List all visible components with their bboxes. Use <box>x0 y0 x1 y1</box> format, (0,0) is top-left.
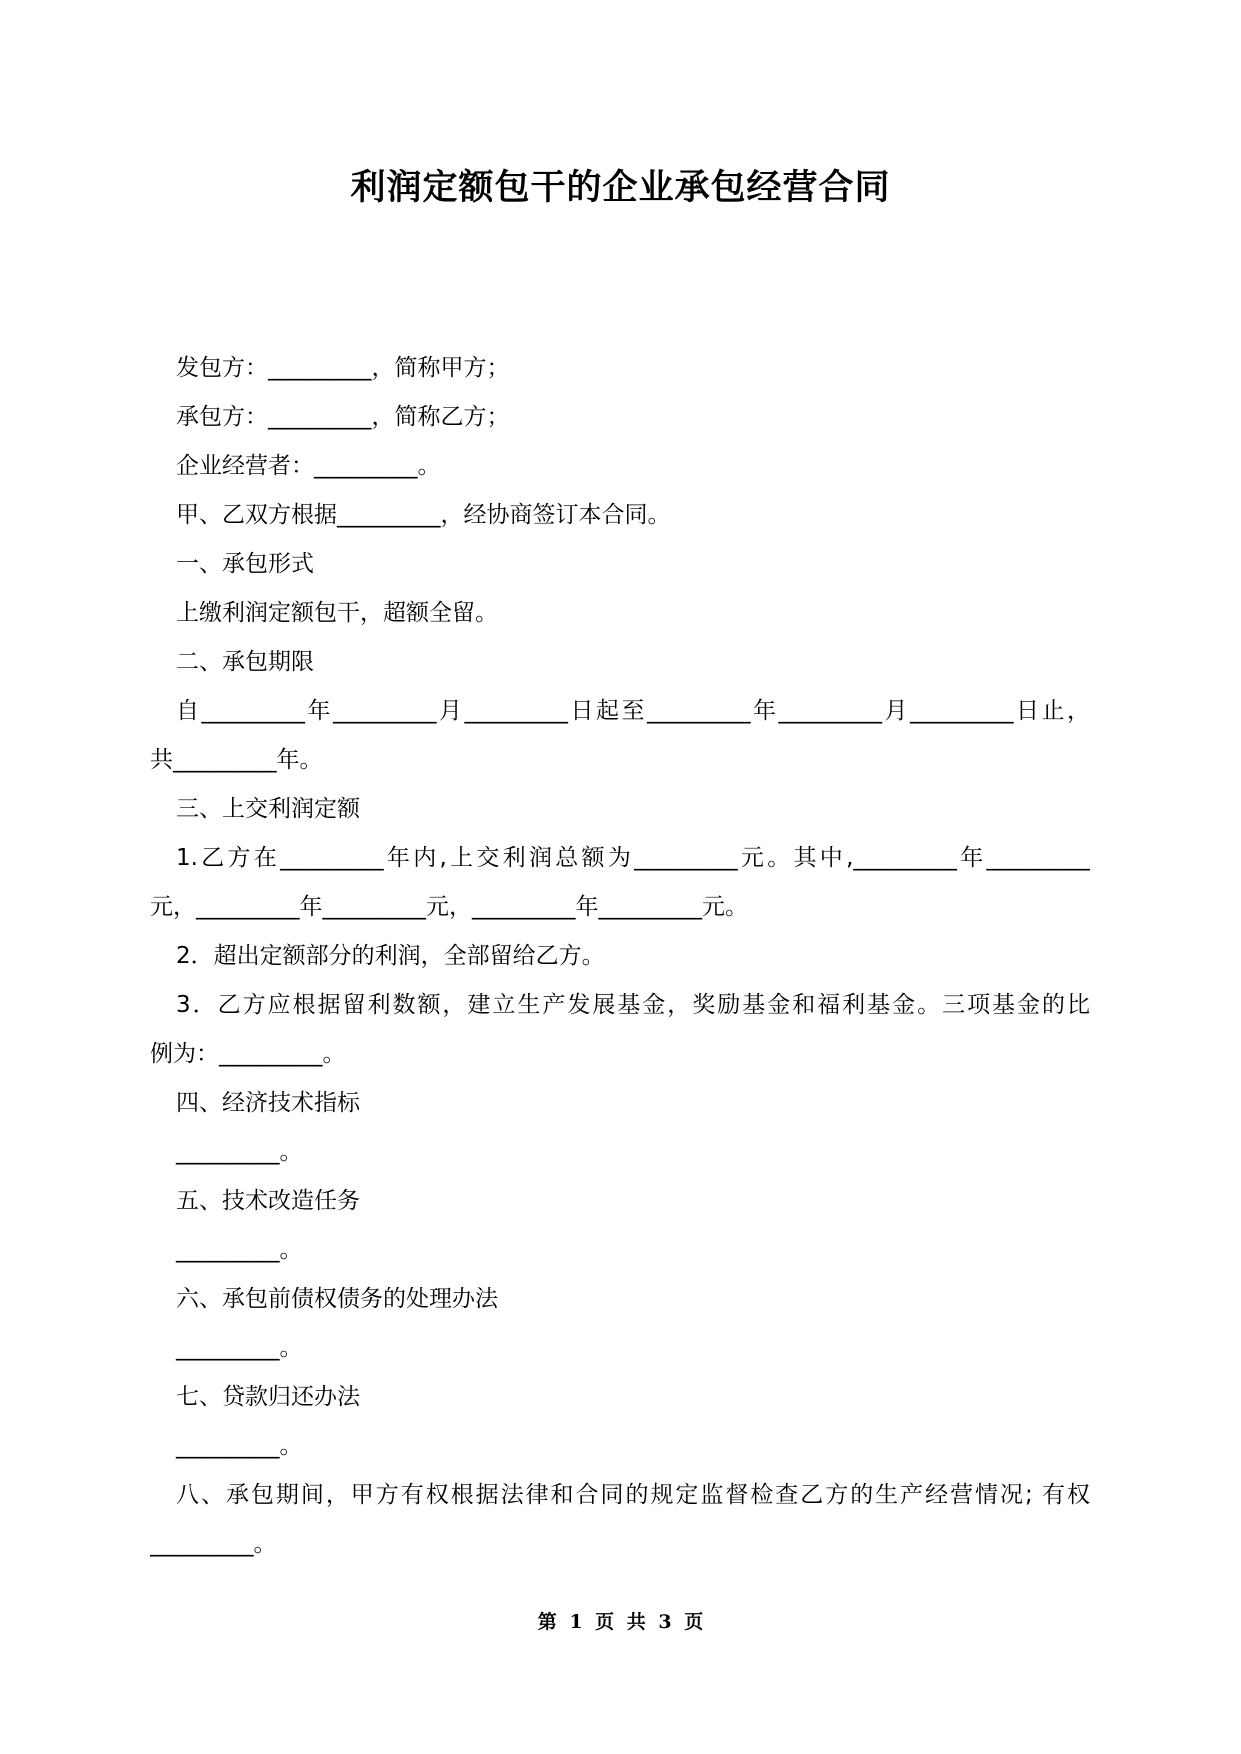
blank-line: _________。 <box>176 1335 303 1361</box>
section-heading-3: 三、上交利润定额 <box>176 796 360 822</box>
clause-line: 元，_________年_________元，_________年_________元。 <box>150 894 748 920</box>
clause-line-operator: 企业经营者：_________。 <box>176 453 441 479</box>
clause-line-party-a: 发包方：_________，简称甲方； <box>176 355 510 381</box>
section-heading-2: 二、承包期限 <box>176 649 314 675</box>
section-heading-1: 一、承包形式 <box>176 551 314 577</box>
clause-line: 上缴利润定额包干，超额全留。 <box>176 600 498 626</box>
clause-line: 例为：_________。 <box>150 1041 346 1067</box>
clause-line: 自_________年_________月_________日起至_________年_________月_________日止， <box>176 698 1090 724</box>
section-heading-8: 八、承包期间，甲方有权根据法律和合同的规定监督检查乙方的生产经营情况; 有权 <box>176 1482 1090 1508</box>
clause-line-basis: 甲、乙双方根据_________，经协商签订本合同。 <box>176 502 671 528</box>
clause-line-party-b: 承包方：_________，简称乙方； <box>176 404 510 430</box>
page-number-footer: 第 1 页 共 3 页 <box>537 1611 704 1633</box>
clause-line: 3．乙方应根据留利数额，建立生产发展基金，奖励基金和福利基金。三项基金的比 <box>176 992 1090 1018</box>
blank-line: _________。 <box>150 1531 277 1557</box>
blank-line: _________。 <box>176 1237 303 1263</box>
clause-line: 2．超出定额部分的利润，全部留给乙方。 <box>176 943 605 969</box>
blank-line: _________。 <box>176 1433 303 1459</box>
blank-line: _________。 <box>176 1139 303 1165</box>
section-heading-7: 七、贷款归还办法 <box>176 1384 360 1410</box>
section-heading-4: 四、经济技术指标 <box>176 1090 360 1116</box>
clause-line: 1.乙方在_________年内,上交利润总额为_________元。其中,_________年_________ <box>176 845 1090 871</box>
section-heading-6: 六、承包前债权债务的处理办法 <box>176 1286 498 1312</box>
document-body <box>150 344 1090 1569</box>
section-heading-5: 五、技术改造任务 <box>176 1188 360 1214</box>
clause-line: 共_________年。 <box>150 747 323 773</box>
document-title: 利润定额包干的企业承包经营合同 <box>350 168 891 208</box>
